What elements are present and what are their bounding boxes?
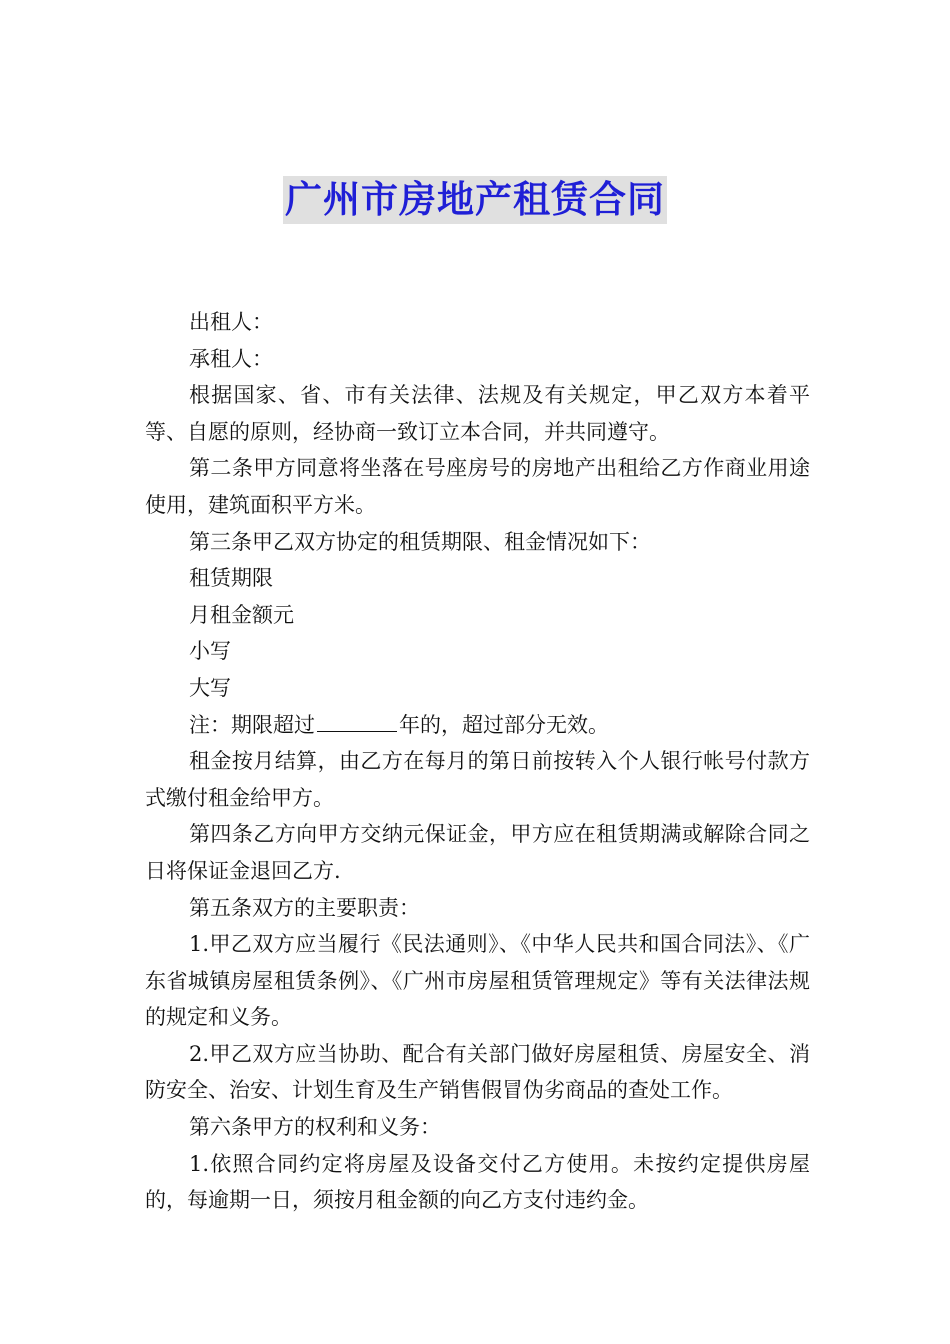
rent-payment-paragraph: 租金按月结算，由乙方在每月的第日前按转入个人银行帐号付款方式缴付租金给甲方。: [145, 749, 810, 810]
preamble-paragraph: 根据国家、省、市有关法律、法规及有关规定，甲乙双方本着平等、自愿的原则，经协商一致订立本合同，并共同遵守。: [145, 383, 810, 444]
article-5-item-1: 1.甲乙双方应当履行《民法通则》、《中华人民共和国合同法》、《广东省城镇房屋租赁条例》、《广州市房屋租赁管理规定》等有关法律法规的规定和义务。: [145, 932, 810, 1030]
article-3-paragraph: 第三条甲乙双方协定的租赁期限、租金情况如下：: [189, 529, 651, 554]
article-6-paragraph: 第六条甲方的权利和义务：: [189, 1115, 441, 1140]
article-6-item-1: 1.依照合同约定将房屋及设备交付乙方使用。未按约定提供房屋的，每逾期一日，须按月租金额的向乙方支付违约金。: [145, 1151, 810, 1213]
monthly-rent-line: 月租金额元: [189, 602, 294, 627]
document-body: [145, 304, 810, 1219]
uppercase-amount-line: 大写: [189, 675, 231, 700]
note-text-before: 注：期限超过: [189, 712, 315, 737]
title-container: [0, 176, 950, 224]
lessee-line: 承租人：: [189, 346, 273, 371]
lowercase-amount-line: 小写: [189, 639, 231, 664]
article-5-item-2: 2.甲乙双方应当协助、配合有关部门做好房屋租赁、房屋安全、消防安全、治安、计划生育及生产销售假冒伪劣商品的查处工作。: [145, 1041, 810, 1103]
lease-term-line: 租赁期限: [189, 566, 273, 591]
note-text-after: 年的，超过部分无效。: [399, 712, 609, 737]
note-paragraph: [145, 707, 810, 744]
article-4-paragraph: 第四条乙方向甲方交纳元保证金，甲方应在租赁期满或解除合同之日将保证金退回乙方.: [145, 822, 810, 883]
article-5-paragraph: 第五条双方的主要职责：: [189, 895, 420, 920]
fill-in-blank: [317, 730, 397, 732]
document-title: 广州市房地产租赁合同: [283, 176, 667, 224]
article-2-paragraph: 第二条甲方同意将坐落在号座房号的房地产出租给乙方作商业用途使用，建筑面积平方米。: [145, 456, 810, 517]
lessor-line: 出租人：: [189, 310, 273, 334]
